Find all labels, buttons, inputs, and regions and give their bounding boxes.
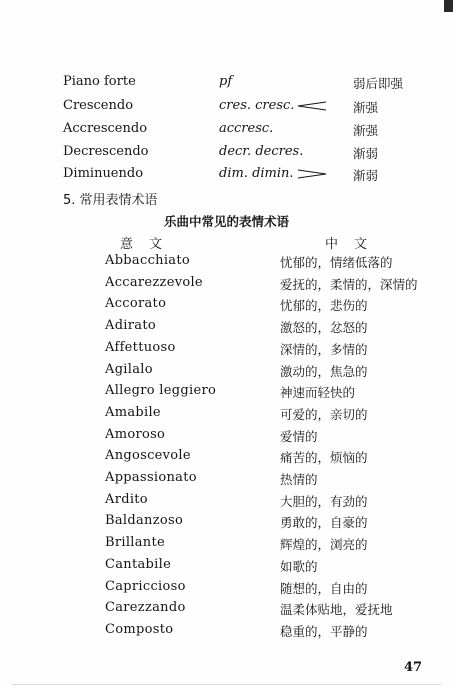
chinese-meaning: 深情的，多情的 xyxy=(280,341,368,357)
dynamics-term: Diminuendo xyxy=(63,166,144,181)
dynamics-meaning: 渐强 xyxy=(353,100,379,115)
chinese-meaning: 忧郁的，悲伤的 xyxy=(280,298,368,314)
dynamics-meaning: 渐强 xyxy=(353,123,379,138)
table-row xyxy=(105,513,450,534)
table-row xyxy=(105,383,450,404)
italian-term: Cantabile xyxy=(105,556,172,572)
table-row xyxy=(105,448,450,469)
dynamics-abbreviation-text: accresc. xyxy=(219,121,274,136)
chinese-meaning: 可爱的，亲切的 xyxy=(280,406,368,422)
table-row xyxy=(105,296,450,317)
italian-term: Capriccioso xyxy=(105,578,186,594)
table-row xyxy=(105,275,450,296)
italian-term: Ardito xyxy=(105,491,148,507)
italian-term: Abbacchiato xyxy=(105,253,190,268)
italian-term: Appassionato xyxy=(105,470,197,485)
crescendo-hairpin-icon xyxy=(297,101,327,111)
italian-term: Brillante xyxy=(105,535,165,551)
dynamics-abbreviation-text: decr. decres. xyxy=(219,144,304,159)
chinese-meaning: 热情的 xyxy=(280,472,318,487)
table-row xyxy=(105,470,450,491)
dynamics-term: Piano forte xyxy=(63,74,136,89)
page-number: 47 xyxy=(404,660,423,675)
dynamics-row xyxy=(63,74,443,94)
table-title: 乐曲中常见的表情术语 xyxy=(163,214,289,229)
column-header-italian: 意文 xyxy=(120,237,179,252)
italian-term: Carezzando xyxy=(105,600,186,616)
chinese-meaning: 忧郁的，情绪低落的 xyxy=(280,255,393,270)
chinese-meaning: 激怒的，忿怒的 xyxy=(280,320,368,336)
table-row xyxy=(105,362,450,383)
dynamics-abbreviation-text: dim. dimin. xyxy=(219,166,294,181)
dynamics-abbreviation-text: cres. cresc. xyxy=(219,98,295,113)
dynamics-row xyxy=(63,121,443,141)
chinese-meaning: 激动的，焦急的 xyxy=(280,363,368,379)
dynamics-row xyxy=(63,166,443,186)
table-row xyxy=(105,427,450,448)
table-row xyxy=(105,600,450,621)
dynamics-meaning: 渐弱 xyxy=(353,146,379,161)
dynamics-abbreviation xyxy=(219,98,327,113)
dynamics-term: Accrescendo xyxy=(63,121,148,136)
table-row xyxy=(105,557,450,578)
page-bottom-edge xyxy=(12,684,441,685)
table-row xyxy=(105,318,450,339)
dynamics-term: Crescendo xyxy=(63,98,134,113)
italian-term: Composto xyxy=(105,621,174,637)
table-row xyxy=(105,492,450,513)
chinese-meaning: 随想的，自由的 xyxy=(280,580,368,596)
dynamics-meaning: 渐弱 xyxy=(353,168,379,183)
italian-term: Angoscevole xyxy=(105,448,191,464)
italian-term: Accarezzevole xyxy=(105,274,203,290)
chinese-meaning: 痛苦的，烦恼的 xyxy=(280,450,368,466)
chinese-meaning: 稳重的，平静的 xyxy=(280,623,368,639)
chinese-meaning: 辉煌的，浏亮的 xyxy=(280,537,368,553)
dynamics-abbreviation xyxy=(219,166,327,181)
dynamics-meaning: 弱后即强 xyxy=(353,76,404,91)
dynamics-abbreviation-text: pf xyxy=(219,74,233,89)
chinese-meaning: 爱情的 xyxy=(280,428,318,444)
chinese-meaning: 大胆的，有劲的 xyxy=(280,493,368,509)
italian-term: Accorato xyxy=(105,296,167,312)
italian-term: Amoroso xyxy=(105,426,166,442)
chinese-meaning: 爱抚的，柔情的，深情的 xyxy=(280,276,418,292)
table-row xyxy=(105,253,450,274)
page-edge-mark xyxy=(444,0,453,12)
table-row xyxy=(105,340,450,361)
chinese-meaning: 神速而轻快的 xyxy=(280,385,356,401)
section-heading: 5. 常用表情术语 xyxy=(63,193,158,208)
diminuendo-hairpin-icon xyxy=(297,169,327,179)
italian-term: Agilalo xyxy=(105,361,153,377)
italian-term: Adirato xyxy=(105,318,156,334)
table-row xyxy=(105,405,450,426)
dynamics-term: Decrescendo xyxy=(63,144,149,159)
chinese-meaning: 温柔体贴地，爱抚地 xyxy=(280,602,393,618)
chinese-meaning: 勇敢的，自豪的 xyxy=(280,515,368,531)
table-row xyxy=(105,535,450,556)
italian-term: Amabile xyxy=(105,404,161,420)
column-header-chinese: 中文 xyxy=(325,237,384,252)
table-row xyxy=(105,622,450,643)
italian-term: Affettuoso xyxy=(105,339,176,355)
table-row xyxy=(105,579,450,600)
dynamics-row xyxy=(63,144,443,164)
italian-term: Allegro leggiero xyxy=(105,383,217,399)
dynamics-row xyxy=(63,98,443,118)
dynamics-abbreviation xyxy=(219,144,303,159)
dynamics-abbreviation xyxy=(219,121,273,136)
italian-term: Baldanzoso xyxy=(105,513,184,529)
chinese-meaning: 如歌的 xyxy=(280,558,318,574)
dynamics-abbreviation xyxy=(219,74,232,89)
